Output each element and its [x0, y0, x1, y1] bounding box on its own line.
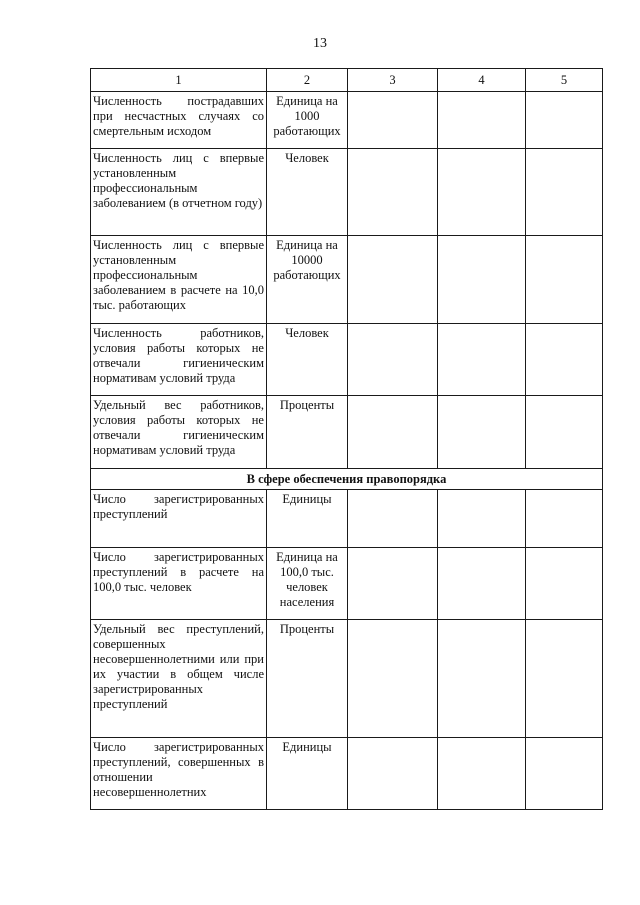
value-cell: [438, 548, 526, 620]
indicator-cell: Численность лиц с впервые установленным профессиональным заболеванием (в отчетном году): [91, 149, 267, 236]
header-row: [91, 69, 603, 92]
indicator-cell: Численность лиц с впервые установленным профессиональным заболеванием в расчете на 10,0 тыс. работающих: [91, 236, 267, 324]
table-row: [91, 149, 603, 236]
value-cell: [438, 620, 526, 738]
value-cell: [526, 620, 603, 738]
value-cell: [348, 236, 438, 324]
indicator-cell: Удельный вес работников, условия работы которых не отвечали гигиеническим нормативам условий труда: [91, 396, 267, 469]
column-header-3: 3: [348, 69, 438, 92]
value-cell: [526, 548, 603, 620]
value-cell: [438, 490, 526, 548]
value-cell: [526, 149, 603, 236]
table-row: [91, 396, 603, 469]
value-cell: [438, 738, 526, 810]
unit-cell: Человек: [267, 324, 348, 396]
indicator-cell: Численность работников, условия работы которых не отвечали гигиеническим нормативам условий труда: [91, 324, 267, 396]
value-cell: [438, 92, 526, 149]
value-cell: [348, 738, 438, 810]
unit-cell: Единица на 100,0 тыс. человек населения: [267, 548, 348, 620]
unit-cell: Единица на 10000 работающих: [267, 236, 348, 324]
value-cell: [348, 620, 438, 738]
value-cell: [348, 548, 438, 620]
column-header-2: 2: [267, 69, 348, 92]
value-cell: [438, 236, 526, 324]
unit-cell: Проценты: [267, 396, 348, 469]
value-cell: [526, 92, 603, 149]
unit-cell: Единица на 1000 работающих: [267, 92, 348, 149]
section-title: В сфере обеспечения правопорядка: [91, 469, 603, 490]
table-row: [91, 620, 603, 738]
unit-cell: Проценты: [267, 620, 348, 738]
table-row: [91, 490, 603, 548]
page-number: 13: [313, 36, 327, 51]
value-cell: [526, 324, 603, 396]
indicator-cell: Число зарегистрированных преступлений в расчете на 100,0 тыс. человек: [91, 548, 267, 620]
value-cell: [348, 396, 438, 469]
value-cell: [438, 324, 526, 396]
table-row: [91, 324, 603, 396]
unit-cell: Единицы: [267, 738, 348, 810]
value-cell: [526, 738, 603, 810]
section-row: [91, 469, 603, 490]
value-cell: [526, 236, 603, 324]
indicator-cell: Численность пострадавших при несчастных случаях со смертельным исходом: [91, 92, 267, 149]
value-cell: [526, 396, 603, 469]
table-row: [91, 738, 603, 810]
column-header-5: 5: [526, 69, 603, 92]
unit-cell: Единицы: [267, 490, 348, 548]
unit-cell: Человек: [267, 149, 348, 236]
indicator-cell: Число зарегистрированных преступлений: [91, 490, 267, 548]
value-cell: [348, 149, 438, 236]
table-row: [91, 548, 603, 620]
indicator-cell: Число зарегистрированных преступлений, совершенных в отношении несовершеннолетних: [91, 738, 267, 810]
column-header-4: 4: [438, 69, 526, 92]
indicator-cell: Удельный вес преступлений, совершенных несовершеннолетними или при их участии в общем числе зарегистрированных преступлений: [91, 620, 267, 738]
value-cell: [348, 92, 438, 149]
indicator-table: [90, 68, 603, 810]
table-row: [91, 92, 603, 149]
column-header-1: 1: [91, 69, 267, 92]
value-cell: [438, 396, 526, 469]
value-cell: [348, 324, 438, 396]
value-cell: [526, 490, 603, 548]
value-cell: [348, 490, 438, 548]
table-row: [91, 236, 603, 324]
value-cell: [438, 149, 526, 236]
